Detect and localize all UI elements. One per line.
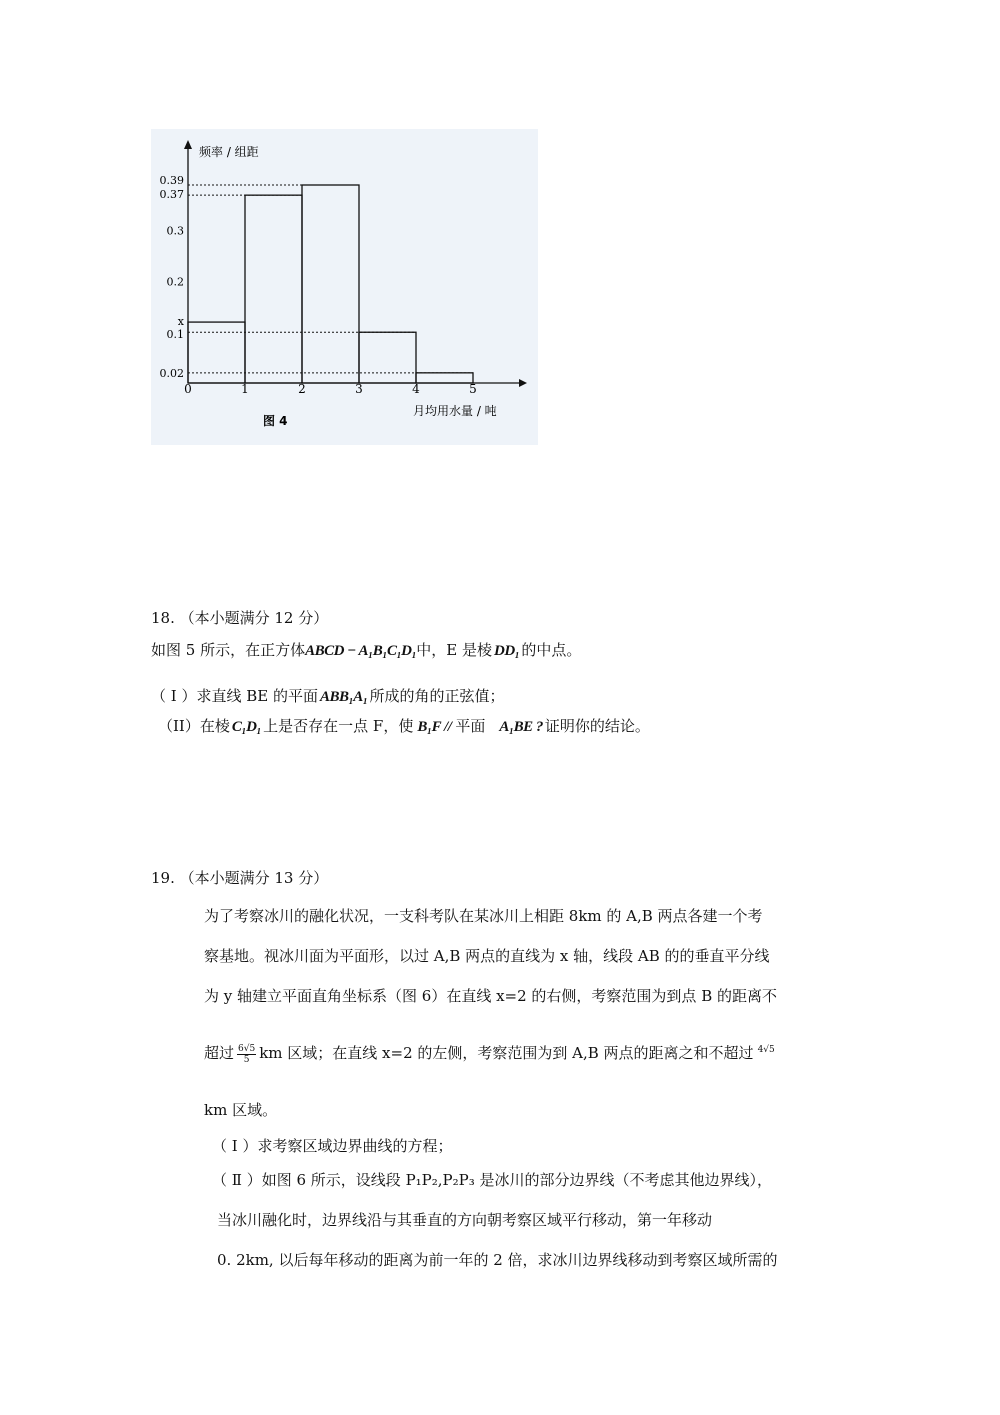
q18-part1-a: （ Ⅰ ）求直线 BE 的平面 [151, 687, 318, 705]
q19-line1: 为了考察冰川的融化状况，一支科考队在某冰川上相距 8km 的 A,B 两点各建一个考 [204, 907, 763, 925]
x-tick-5: 5 [469, 382, 477, 396]
q19-line2: 察基地。视冰川面为平面形，以过 A,B 两点的直线为 x 轴，线段 AB 的的垂直平分线 [204, 947, 770, 965]
y-tick-0.2: 0.2 [166, 275, 184, 289]
q19-line4 [204, 1040, 775, 1065]
sqrt-value: 4√5 [757, 1045, 775, 1055]
q18-part2 [158, 716, 650, 737]
y-tick-0.1: 0.1 [166, 328, 184, 342]
x-axis-label: 月均用水量 / 吨 [413, 404, 497, 418]
q18-intro-c: E 是棱 [446, 641, 492, 659]
line-expression: B₁F // [417, 719, 452, 735]
y-tick-0.39: 0.39 [159, 174, 184, 187]
bar-3-4 [359, 332, 416, 383]
q18-part2-c: 平面 [455, 717, 486, 735]
y-tick-x: x [177, 315, 184, 329]
y-tick-0.3: 0.3 [166, 224, 184, 238]
x-tick-3: 3 [355, 382, 363, 396]
axes [184, 140, 527, 387]
reference-lines [188, 185, 473, 373]
q19-line5: km 区域。 [204, 1101, 278, 1119]
y-axis-label: 频率 / 组距 [199, 145, 259, 159]
q18-part2-d: 证明你的结论。 [544, 717, 650, 735]
plane-expression-1: ABB₁A₁ [319, 689, 368, 705]
q18-part1 [151, 686, 504, 707]
q18-intro [151, 640, 581, 661]
x-tick-4: 4 [412, 382, 420, 396]
bar-0-1 [188, 322, 245, 383]
q19-part2-line2: 当冰川融化时，边界线沿与其垂直的方向朝考察区域平行移动，第一年移动 [217, 1211, 713, 1229]
q18-intro-d: 的中点。 [521, 641, 582, 659]
fraction-numerator: 6√5 [238, 1043, 256, 1054]
bar-1-2 [245, 195, 302, 383]
q18-part2-b: 上是否存在一点 F，使 [263, 717, 414, 735]
q19-line4-a: 超过 [204, 1044, 235, 1062]
bar-4-5 [416, 373, 473, 383]
q18-intro-b: 中， [416, 641, 447, 659]
x-tick-0: 0 [184, 382, 192, 396]
cube-expression: ABCD − A₁B₁C₁D₁ [305, 643, 417, 659]
figure-caption: 图 4 [263, 414, 288, 428]
x-tick-labels [184, 382, 477, 396]
plane-expression-2: A₁BE ? [499, 719, 543, 735]
fraction-6sqrt5-over-5 [237, 1044, 256, 1065]
y-tick-0.37: 0.37 [159, 188, 184, 202]
y-tick-0.02: 0.02 [159, 366, 184, 380]
q19-line4-b: km 区域；在直线 x=2 的左侧，考察范围为到 A,B 两点的距离之和不超过 [259, 1044, 754, 1062]
bar-2-3 [302, 185, 359, 383]
figure-4-histogram [151, 129, 538, 445]
q18-part2-a: （II）在棱 [158, 717, 230, 735]
q19-part2-line1: （ Ⅱ ）如图 6 所示，设线段 P₁P₂,P₂P₃ 是冰川的部分边界线（不考虑其他边界线）， [212, 1171, 773, 1189]
q19-part2-line3: 0. 2km, 以后每年移动的距离为前一年的 2 倍，求冰川边界线移动到考察区域所需的 [217, 1251, 778, 1269]
histogram-svg [151, 129, 538, 445]
q19-part1: （ Ⅰ ）求考察区域边界曲线的方程； [212, 1137, 453, 1155]
q18-intro-a: 如图 5 所示，在正方体 [151, 641, 306, 659]
fraction-denominator: 5 [243, 1054, 250, 1065]
q19-line3: 为 y 轴建立平面直角坐标系（图 6）在直线 x=2 的右侧，考察范围为到点 B 的距离不 [204, 987, 777, 1005]
bars [188, 185, 473, 383]
q18-part1-b: 所成的角的正弦值； [369, 687, 505, 705]
y-axis-arrow [184, 140, 192, 149]
x-axis-arrow [519, 379, 527, 387]
y-tick-labels [160, 174, 185, 380]
edge-expression-2: C₁D₁ [231, 719, 262, 735]
edge-expression: DD₁ [493, 643, 520, 659]
q19-heading: 19. （本小题满分 13 分） [151, 869, 329, 887]
x-tick-1: 1 [241, 382, 249, 396]
q18-heading: 18. （本小题满分 12 分） [151, 609, 329, 627]
x-tick-2: 2 [298, 382, 306, 396]
